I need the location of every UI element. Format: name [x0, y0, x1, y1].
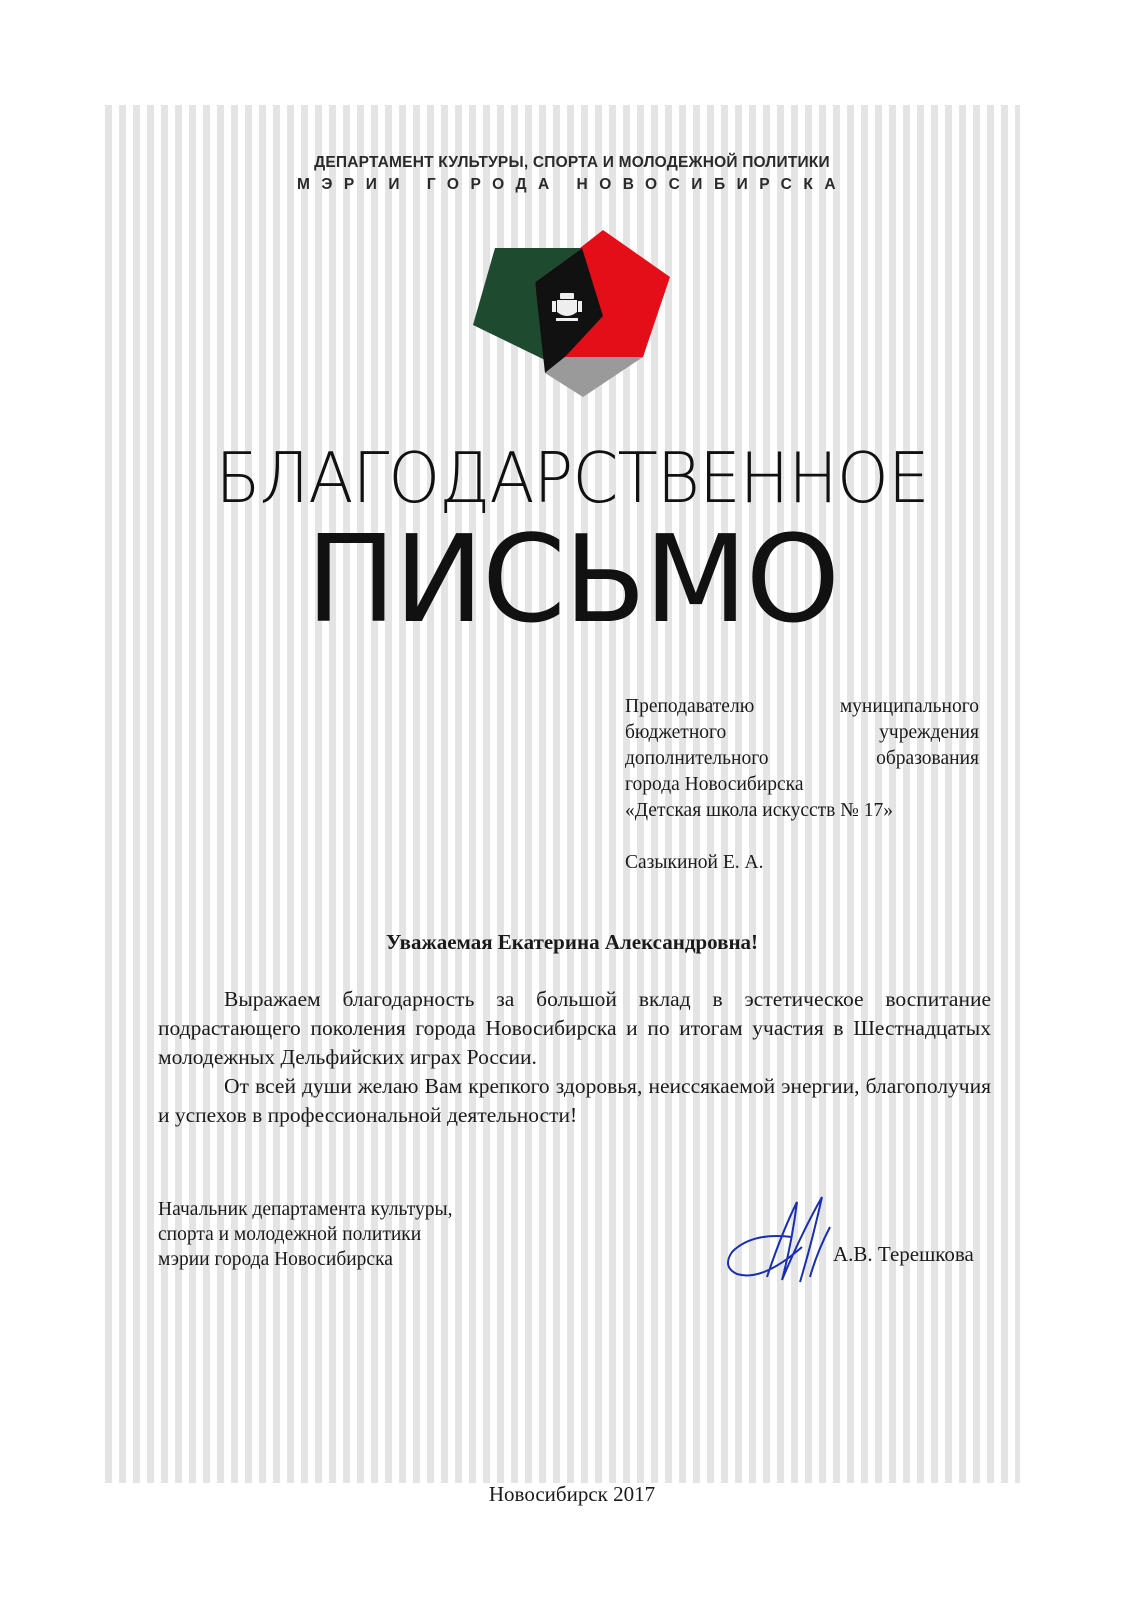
recipient-name: Сазыкиной Е. А. [625, 852, 764, 873]
department-logo [460, 220, 680, 410]
recipient-line: города Новосибирска [625, 774, 804, 795]
recipient-line: дополнительного образования [625, 748, 979, 769]
recipient-line: «Детская школа искусств № 17» [625, 800, 893, 821]
signatory-position [158, 1197, 452, 1272]
recipient-block [625, 694, 979, 824]
position-line: Начальник департамента культуры, [158, 1199, 453, 1220]
letter-body [158, 985, 991, 1130]
title-line-2: ПИСЬМО [305, 511, 839, 650]
place-and-year: Новосибирск 2017 [488, 1482, 656, 1506]
title-line-1: БЛАГОДАРСТВЕННОЕ [215, 438, 929, 519]
department-name: ДЕПАРТАМЕНТ КУЛЬТУРЫ, СПОРТА И МОЛОДЕЖНОЙ ПОЛИТИКИ [314, 154, 830, 171]
greeting: Уважаемая Екатерина Александровна! [385, 930, 759, 954]
recipient-line: Преподавателю муниципального [625, 696, 979, 717]
body-paragraph: Выражаем благодарность за большой вклад в эстетическое воспитание подрастающего поколения города Новосибирска и по итогам участия в Шестнадцатых молодежных Дельфийских играх России. [158, 987, 991, 1069]
signer-name: А.В. Терешкова [833, 1242, 974, 1266]
logo-grey-segment [545, 357, 643, 397]
body-paragraph: От всей души желаю Вам крепкого здоровья, неиссякаемой энергии, благополучия и успехов в профессиональной деятельности! [158, 1074, 991, 1127]
handwritten-signature [722, 1192, 832, 1292]
position-line: спорта и молодежной политики [158, 1224, 422, 1245]
recipient-line: бюджетного учреждения [625, 722, 979, 743]
position-line: мэрии города Новосибирска [158, 1249, 393, 1270]
department-city: МЭРИИ ГОРОДА НОВОСИБИРСКА [296, 176, 848, 193]
